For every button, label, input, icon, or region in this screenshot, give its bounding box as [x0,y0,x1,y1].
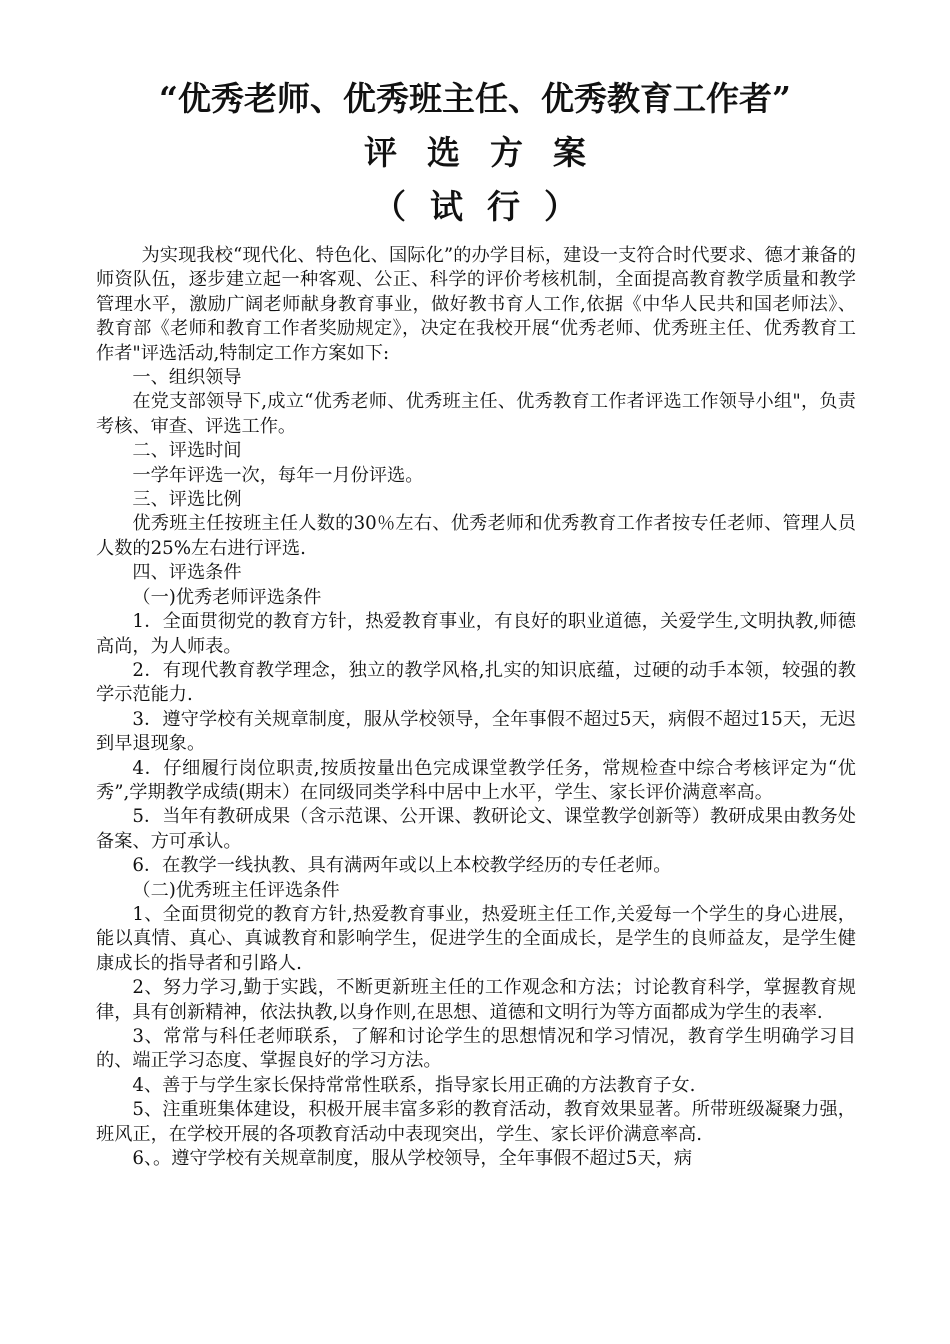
list-item: 3．遵守学校有关规章制度，服从学校领导，全年事假不超过5天，病假不超过15天，无迟到早退现象。 [96,708,856,755]
title-line-1: “优秀老师、优秀班主任、优秀教育工作者” [159,79,791,118]
list-item: 4、善于与学生家长保持常常性联系，指导家长用正确的方法教育子女. [132,1074,696,1096]
section-heading: 一、组织领导 [132,367,242,389]
list-item: 6．在教学一线执教、具有满两年或以上本校教学经历的专任老师。 [132,855,672,877]
section-heading: 四、评选条件 [132,562,242,584]
paragraph: 优秀班主任按班主任人数的30％左右、优秀老师和优秀教育工作者按专任老师、管理人员人数的25%左右进行评选. [96,513,856,559]
list-item: 5．当年有教研成果（含示范课、公开课、教研论文、课堂教学创新等）教研成果由教务处备案、方可承认。 [96,806,856,852]
list-item: 1、全面贯彻党的教育方针,热爱教育事业，热爱班主任工作,关爱每一个学生的身心进展，能以真情、真心、真诚教育和影响学生，促进学生的全面成长，是学生的良师益友，是学生健康成长的指导者和引路人. [96,903,856,974]
subsection-heading: （二)优秀班主任评选条件 [132,879,340,901]
paragraph: 一学年评选一次，每年一月份评选。 [132,464,424,486]
list-item: 2．有现代教育教学理念，独立的教学风格,扎实的知识底蕴，过硬的动手本领，较强的教学示范能力. [96,659,856,706]
section-heading: 二、评选时间 [132,440,242,462]
list-item: 2、努力学习,勤于实践，不断更新班主任的工作观念和方法；讨论教育科学，掌握教育规律，具有创新精神，依法执教,以身作则,在思想、道德和文明行为等方面都成为学生的表率. [96,977,856,1023]
title-line-2: 评选方案 [364,133,616,172]
list-item: 4．仔细履行岗位职责,按质按量出色完成课堂教学任务，常规检查中综合考核评定为“优秀”,学期教学成绩(期末）在同级同类学科中居中上水平，学生、家长评价满意率高。 [96,757,856,803]
list-item: 6、。遵守学校有关规章制度，服从学校领导，全年事假不超过5天，病 [132,1148,693,1170]
document-body [96,244,856,1171]
subsection-heading: （一)优秀老师评选条件 [132,586,322,608]
title-line-3: （试行） [373,187,601,226]
paragraph: 在党支部领导下,成立“优秀老师、优秀班主任、优秀教育工作者评选工作领导小组"，负责考核、审查、评选工作。 [96,391,856,437]
list-item: 1．全面贯彻党的教育方针，热爱教育事业，有良好的职业道德，关爱学生,文明执教,师德高尚，为人师表。 [96,611,856,657]
section-heading: 三、评选比例 [132,489,242,511]
list-item: 5、注重班集体建设，积极开展丰富多彩的教育活动，教育效果显著。所带班级凝聚力强，班风正，在学校开展的各项教育活动中表现突出，学生、家长评价满意率高. [96,1099,856,1145]
title-block [0,72,950,234]
list-item: 3、常常与科任老师联系，了解和讨论学生的思想情况和学习情况，教育学生明确学习目的、端正学习态度、掌握良好的学习方法。 [96,1026,856,1072]
intro-paragraph: 为实现我校“现代化、特色化、国际化”的办学目标，建设一支符合时代要求、德才兼备的师资队伍，逐步建立起一种客观、公正、科学的评价考核机制，全面提高教育教学质量和教学管理水平，激励广阔老师献身教育事业，做好教书育人工作,依据《中华人民共和国老师法》、教育部《老师和教育工作者奖励规定》，决定在我校开展“优秀老师、优秀班主任、优秀教育工作者"评选活动,特制定工作方案如下: [96,245,856,364]
